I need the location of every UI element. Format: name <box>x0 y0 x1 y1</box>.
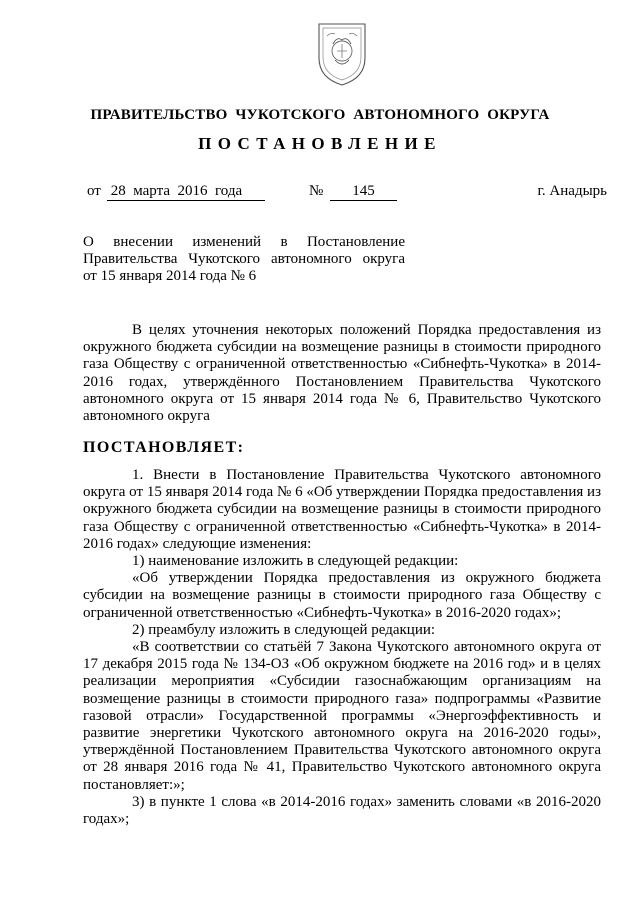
subject-line: Правительства Чукотского автономного округа <box>83 251 405 267</box>
resolves-heading: ПОСТАНОВЛЯЕТ: <box>83 439 245 456</box>
number-label: № <box>309 183 324 199</box>
document-date: 28 марта 2016 года <box>107 183 265 201</box>
document-subject <box>83 234 405 285</box>
item-paragraph: 1) наименование изложить в следующей редакции: <box>132 553 459 570</box>
coat-of-arms-emblem <box>313 18 371 88</box>
city-name: г. Анадырь <box>537 183 607 199</box>
preamble-text: В целях уточнения некоторых положений Порядка предоставления из окружного бюджета субсидии на возмещение разницы в стоимости природного газа Обществу с ограниченной ответственностью «Сибнефть-Чукотка» в 2014-2016 годах, утверждённого Постановлением Правительства Чукотского автономного округа от 15 января 2014 года № 6, Правительство Чукотского автономного округа <box>83 322 601 425</box>
item-paragraph: 1. Внести в Постановление Правительства Чукотского автономного округа от 15 января 2014 года № 6 «Об утверждении Порядка предоставления из окружного бюджета субсидии на возмещение разницы в стоимости природного газа Обществу с ограниченной ответственностью «Сибнефть-Чукотка» в 2014-2016 годах» следующие изменения: <box>83 467 601 552</box>
item-paragraph: «В соответствии со статьёй 7 Закона Чукотского автономного округа от 17 декабря 2015 года № 134-ОЗ «Об окружном бюджете на 2016 год» и в целях реализации мероприятия «Субсидии газоснабжающим организациям на возмещение разницы в стоимости природного газа» подпрограммы «Развитие газовой отрасли» Государственной программы «Энергоэффективность и развитие энергетики Чукотского автономного округа на 2016-2020 годы», утверждённой Постановлением Правительства Чукотского автономного округа от 28 января 2016 года № 41, Правительство Чукотского автономного округа постановляет:»; <box>83 639 601 793</box>
document-meta-row <box>87 183 607 203</box>
preamble-block <box>83 322 601 425</box>
item-paragraph: 3) в пункте 1 слова «в 2014-2016 годах» заменить словами «в 2016-2020 годах»; <box>83 793 601 828</box>
government-title: ПРАВИТЕЛЬСТВО ЧУКОТСКОГО АВТОНОМНОГО ОКРУГА <box>90 107 550 123</box>
subject-line: О внесении изменений в Постановление <box>83 234 405 250</box>
subject-line: от 15 января 2014 года № 6 <box>83 268 257 284</box>
item-paragraph: «Об утверждении Порядка предоставления из окружного бюджета субсидии на возмещение разницы в стоимости природного газа Обществу с ограниченной ответственностью «Сибнефть-Чукотка» в 2016-2020 годах»; <box>83 570 601 621</box>
document-number: 145 <box>330 183 397 201</box>
document-type-title: ПОСТАНОВЛЕНИЕ <box>198 134 442 153</box>
date-from-label: от <box>87 183 101 199</box>
resolution-items <box>83 467 601 828</box>
item-paragraph: 2) преамбулу изложить в следующей редакции: <box>132 621 436 638</box>
